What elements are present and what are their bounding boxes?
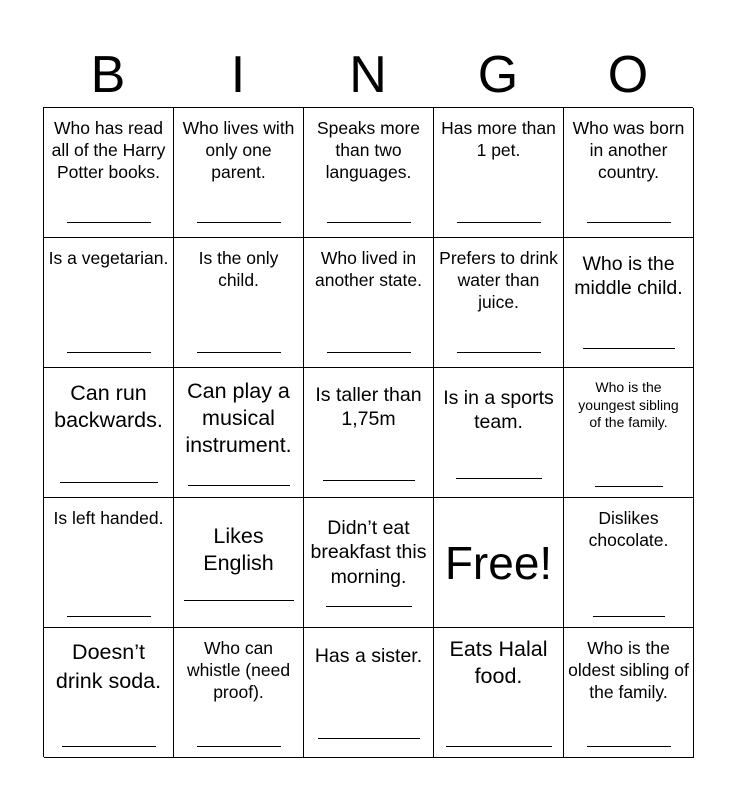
signature-line <box>595 486 663 487</box>
bingo-cell[interactable] <box>44 238 174 368</box>
signature-line <box>188 485 290 486</box>
cell-prompt: Is taller than 1,75m <box>315 384 422 431</box>
cell-prompt: Who lives with only one parent. <box>182 118 295 182</box>
cell-prompt: Is a vegetarian. <box>48 248 169 268</box>
bingo-cell[interactable] <box>304 238 434 368</box>
cell-prompt: Eats Halal food. <box>449 637 548 688</box>
signature-line <box>446 746 552 747</box>
signature-line <box>593 616 665 617</box>
bingo-cell[interactable] <box>434 238 564 368</box>
cell-prompt: Can run backwards. <box>54 381 163 432</box>
cell-prompt: Prefers to drink water than juice. <box>439 248 558 312</box>
bingo-cell[interactable] <box>564 238 694 368</box>
signature-line <box>60 482 158 483</box>
cell-prompt: Who is the middle child. <box>574 253 683 300</box>
bingo-cell[interactable] <box>174 628 304 758</box>
bingo-cell[interactable] <box>304 498 434 628</box>
cell-prompt: Is the only child. <box>198 248 279 290</box>
bingo-cell[interactable] <box>174 498 304 628</box>
cell-prompt: Likes English <box>203 524 274 575</box>
signature-line <box>184 600 294 601</box>
bingo-cell[interactable] <box>564 628 694 758</box>
bingo-cell[interactable] <box>434 368 564 498</box>
cell-prompt: Who can whistle (need proof). <box>186 638 291 702</box>
header-letter-i: I <box>230 46 246 104</box>
cell-prompt: Can play a musical instrument. <box>185 379 292 457</box>
cell-prompt: Who is the youngest sibling of the family. <box>578 379 679 430</box>
bingo-cell[interactable] <box>564 108 694 238</box>
bingo-cell[interactable] <box>434 628 564 758</box>
header-letter-g: G <box>477 46 519 104</box>
cell-prompt: Doesn’t drink soda. <box>55 640 162 694</box>
signature-line <box>197 352 281 353</box>
bingo-cell[interactable] <box>564 498 694 628</box>
bingo-cell[interactable] <box>304 628 434 758</box>
cell-prompt: Has more than 1 pet. <box>441 118 556 160</box>
bingo-cell[interactable] <box>174 368 304 498</box>
cell-prompt: Is in a sports team. <box>443 387 554 434</box>
signature-line <box>323 480 415 481</box>
cell-prompt: Who was born in another country. <box>572 118 685 182</box>
signature-line <box>67 222 151 223</box>
bingo-card <box>43 107 693 757</box>
bingo-cell-free[interactable] <box>434 498 564 628</box>
header-letter-b: B <box>90 46 126 104</box>
signature-line <box>326 606 412 607</box>
signature-line <box>67 616 151 617</box>
bingo-cell[interactable] <box>434 108 564 238</box>
bingo-cell[interactable] <box>304 108 434 238</box>
signature-line <box>197 222 281 223</box>
signature-line <box>327 222 411 223</box>
cell-prompt: Who has read all of the Harry Potter books. <box>51 118 166 182</box>
cell-prompt: Who is the oldest sibling of the family. <box>568 638 689 702</box>
bingo-cell[interactable] <box>174 238 304 368</box>
header-letter-n: N <box>349 46 387 104</box>
bingo-cell[interactable] <box>44 498 174 628</box>
cell-prompt: Is left handed. <box>53 508 164 528</box>
bingo-cell[interactable] <box>174 108 304 238</box>
bingo-cell[interactable] <box>44 368 174 498</box>
cell-prompt: Who lived in another state. <box>314 248 423 290</box>
signature-line <box>327 352 411 353</box>
cell-prompt: Speaks more than two languages. <box>316 118 421 182</box>
signature-line <box>457 222 541 223</box>
signature-line <box>197 746 281 747</box>
bingo-cell[interactable] <box>44 628 174 758</box>
bingo-cell[interactable] <box>304 368 434 498</box>
bingo-cell[interactable] <box>44 108 174 238</box>
bingo-cell[interactable] <box>564 368 694 498</box>
signature-line <box>456 478 542 479</box>
signature-line <box>587 746 671 747</box>
cell-prompt: Didn’t eat breakfast this morning. <box>310 517 427 588</box>
cell-prompt: Has a sister. <box>314 645 423 667</box>
signature-line <box>318 738 420 739</box>
signature-line <box>67 352 151 353</box>
signature-line <box>62 746 156 747</box>
header-letter-o: O <box>607 46 649 104</box>
bingo-header <box>43 44 693 106</box>
free-space-label: Free! <box>444 536 553 589</box>
signature-line <box>587 222 671 223</box>
cell-prompt: Dislikes chocolate. <box>588 508 669 550</box>
signature-line <box>583 348 675 349</box>
signature-line <box>457 352 541 353</box>
